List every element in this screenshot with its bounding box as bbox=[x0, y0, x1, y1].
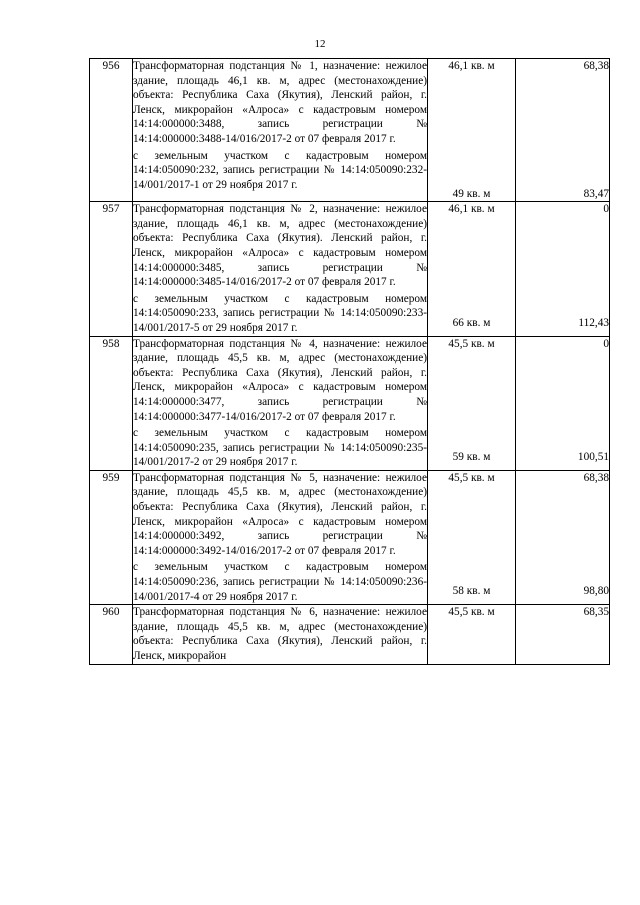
page-number: 12 bbox=[314, 38, 326, 50]
row-area bbox=[428, 336, 516, 470]
row-value bbox=[516, 605, 610, 664]
row-description bbox=[133, 202, 428, 336]
row-area bbox=[428, 605, 516, 664]
building-value: 68,38 bbox=[583, 471, 609, 484]
property-table bbox=[89, 58, 610, 665]
land-plot-value: 98,80 bbox=[583, 585, 609, 598]
building-area: 46,1 кв. м bbox=[448, 203, 495, 216]
row-number: 960 bbox=[90, 605, 133, 664]
land-plot-area: 66 кв. м bbox=[452, 316, 491, 329]
building-description: Трансформаторная подстанция № 2, назначение: нежилое здание, площадь 46,1 кв. м, адрес (местонахождение) объекта: Республика Саха (Якутия). Ленский район, г. Ленск, микрорайон «Алроса» с кадастровым номером 14:14:000000:3485, запись регистрации № 14:14:000000:3485-14/016/2017-2 от 07 февраля 2017 г. bbox=[133, 203, 427, 289]
building-area: 46,1 кв. м bbox=[448, 60, 495, 72]
land-plot-description: с земельным участком с кадастровым номером 14:14:050090:236, запись регистрации № 14:14:050090:236-14/001/2017-4 от 29 ноября 2017 г. bbox=[133, 561, 427, 603]
row-value bbox=[516, 202, 610, 336]
table-row bbox=[90, 605, 610, 664]
row-value bbox=[516, 336, 610, 470]
building-description: Трансформаторная подстанция № 1, назначение: нежилое здание, площадь 46,1 кв. м, адрес (местонахождение) объекта: Республика Саха (Якутия), Ленский район, г. Ленск, микрорайон «Алроса» с кадастровым номером 14:14:000000:3488, запись регистрации № 14:14:000000:3488-14/016/2017-2 от 07 февраля 2017 г. bbox=[133, 60, 427, 145]
building-description: Трансформаторная подстанция № 4, назначение: нежилое здание, площадь 45,5 кв. м, адрес (местонахождение) объекта: Республика Саха (Якутия), Ленский район, г. Ленск, микрорайон «Алроса» с кадастровым номером 14:14:000000:3477, запись регистрации № 14:14:000000:3477-14/016/2017-2 от 07 февраля 2017 г. bbox=[133, 337, 427, 423]
building-value: 68,38 bbox=[583, 60, 609, 72]
row-number: 958 bbox=[90, 336, 133, 470]
building-area: 45,5 кв. м bbox=[448, 606, 495, 619]
row-area bbox=[428, 470, 516, 604]
building-description: Трансформаторная подстанция № 6, назначение: нежилое здание, площадь 45,5 кв. м, адрес (местонахождение) объекта: Республика Саха (Якутия), Ленский район, г. Ленск, микрорайон bbox=[133, 606, 427, 662]
land-plot-area: 49 кв. м bbox=[452, 187, 491, 200]
building-value: 0 bbox=[603, 203, 609, 216]
land-plot-area: 59 кв. м bbox=[452, 451, 491, 464]
row-description bbox=[133, 470, 428, 604]
land-plot-value: 112,43 bbox=[578, 316, 609, 329]
table-row bbox=[90, 202, 610, 336]
row-number: 956 bbox=[90, 59, 133, 202]
row-description bbox=[133, 336, 428, 470]
land-plot-area: 58 кв. м bbox=[452, 585, 491, 598]
building-value: 68,35 bbox=[583, 606, 609, 619]
building-area: 45,5 кв. м bbox=[448, 471, 495, 484]
building-description: Трансформаторная подстанция № 5, назначение: нежилое здание, площадь 45,5 кв. м, адрес (местонахождение) объекта: Республика Саха (Якутия), Ленский район, г. Ленск, микрорайон «Алроса» с кадастровым номером 14:14:000000:3492, запись регистрации № 14:14:000000:3492-14/016/2017-2 от 07 февраля 2017 г. bbox=[133, 471, 427, 557]
land-plot-description: с земельным участком с кадастровым номером 14:14:050090:235, запись регистрации № 14:14:050090:235-14/001/2017-2 от 29 ноября 2017 г. bbox=[133, 427, 427, 469]
row-number: 959 bbox=[90, 470, 133, 604]
table-row bbox=[90, 470, 610, 604]
property-table-body bbox=[90, 59, 610, 665]
building-area: 45,5 кв. м bbox=[448, 337, 495, 350]
row-value bbox=[516, 470, 610, 604]
table-row bbox=[90, 59, 610, 202]
land-plot-value: 100,51 bbox=[577, 451, 609, 464]
row-area bbox=[428, 202, 516, 336]
table-row bbox=[90, 336, 610, 470]
row-number: 957 bbox=[90, 202, 133, 336]
row-description bbox=[133, 605, 428, 664]
row-area bbox=[428, 59, 516, 202]
land-plot-value: 83,47 bbox=[583, 187, 609, 200]
building-value: 0 bbox=[603, 337, 609, 350]
row-value bbox=[516, 59, 610, 202]
land-plot-description: с земельным участком с кадастровым номером 14:14:050090:232, запись регистрации № 14:14:050090:232-14/001/2017-1 от 29 ноября 2017 г. bbox=[133, 149, 427, 191]
land-plot-description: с земельным участком с кадастровым номером 14:14:050090:233, запись регистрации № 14:14:050090:233-14/001/2017-5 от 29 ноября 2017 г. bbox=[133, 292, 427, 334]
row-description bbox=[133, 59, 428, 202]
